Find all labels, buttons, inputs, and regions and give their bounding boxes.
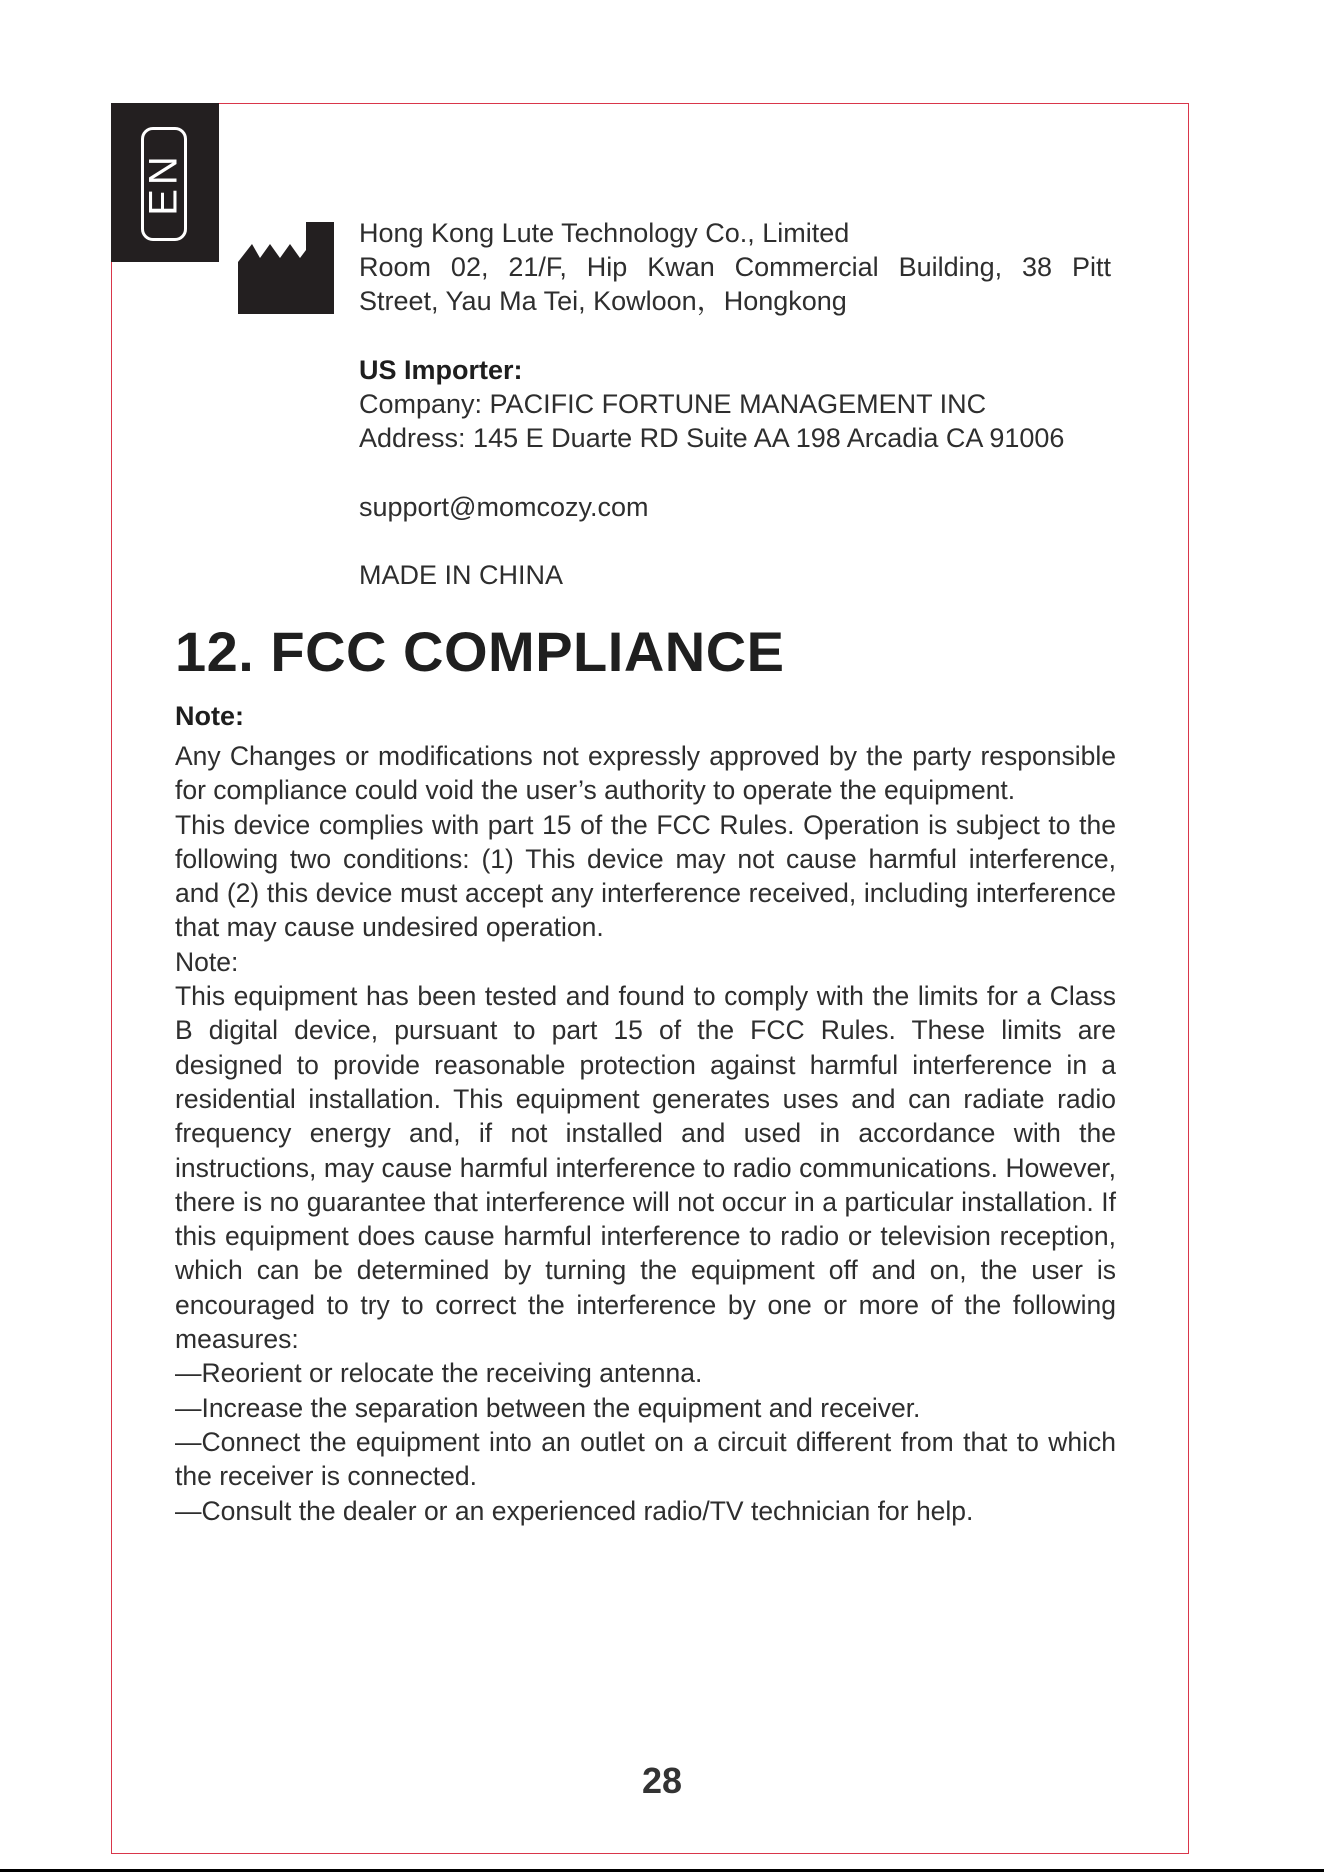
language-tab (111, 103, 219, 262)
importer-label: US Importer: (359, 355, 523, 385)
importer-address: Address: 145 E Duarte RD Suite AA 198 Arcadia CA 91006 (359, 423, 1065, 453)
section-heading: 12. FCC COMPLIANCE (175, 620, 785, 683)
measure-outlet: —Connect the equipment into an outlet on a circuit different from that to which the receiver is connected. (175, 1426, 1116, 1492)
measure-reorient: —Reorient or relocate the receiving antenna. (175, 1358, 703, 1389)
fcc-body (175, 739, 1116, 1528)
support-email: support@momcozy.com (359, 492, 649, 522)
manufacturer-address-line-2: Street, Yau Ma Tei, Kowloon，Hongkong (359, 286, 847, 316)
note-label: Note: (175, 701, 244, 731)
us-importer-block (359, 353, 1119, 455)
paragraph-class-b: This equipment has been tested and found to comply with the limits for a Class B digital device, pursuant to part 15 of the FCC Rules. These limits are designed to provide reasonable protection against harmful interference in a residential installation. This equipment generates uses and can radiate radio frequency energy and, if not installed and used in accordance with the instructions, may cause harmful interference to radio communications. However, there is no guarantee that interference will not occur in a particular installation. If this equipment does cause harmful interference to radio or television reception, which can be determined by turning the equipment off and on, the user is encouraged to try to correct the interference by one or more of the following measures: (175, 981, 1116, 1355)
paragraph-note: Note: (175, 946, 239, 977)
manufacturer-address-line-1: Room 02, 21/F, Hip Kwan Commercial Building, 38 Pitt (359, 252, 1111, 282)
language-badge (141, 127, 187, 241)
measure-consult: —Consult the dealer or an experienced radio/TV technician for help. (175, 1495, 974, 1526)
manufacturer-name: Hong Kong Lute Technology Co., Limited (359, 218, 850, 248)
manufacturer-address (359, 216, 1111, 318)
measure-separation: —Increase the separation between the equipment and receiver. (175, 1392, 921, 1423)
factory-icon (238, 222, 334, 314)
language-label: EN (141, 152, 186, 216)
paragraph-modifications: Any Changes or modifications not expressly approved by the party responsible for compliance could void the user’s authority to operate the equipment. (175, 741, 1116, 806)
page-number: 28 (641, 1760, 683, 1801)
importer-company: Company: PACIFIC FORTUNE MANAGEMENT INC (359, 389, 987, 419)
made-in-label: MADE IN CHINA (359, 560, 564, 590)
paragraph-part15: This device complies with part 15 of the FCC Rules. Operation is subject to the following two conditions: (1) This device may not cause harmful interference, and (2) this device must accept any interference received, including interference that may cause undesired operation. (175, 809, 1116, 943)
